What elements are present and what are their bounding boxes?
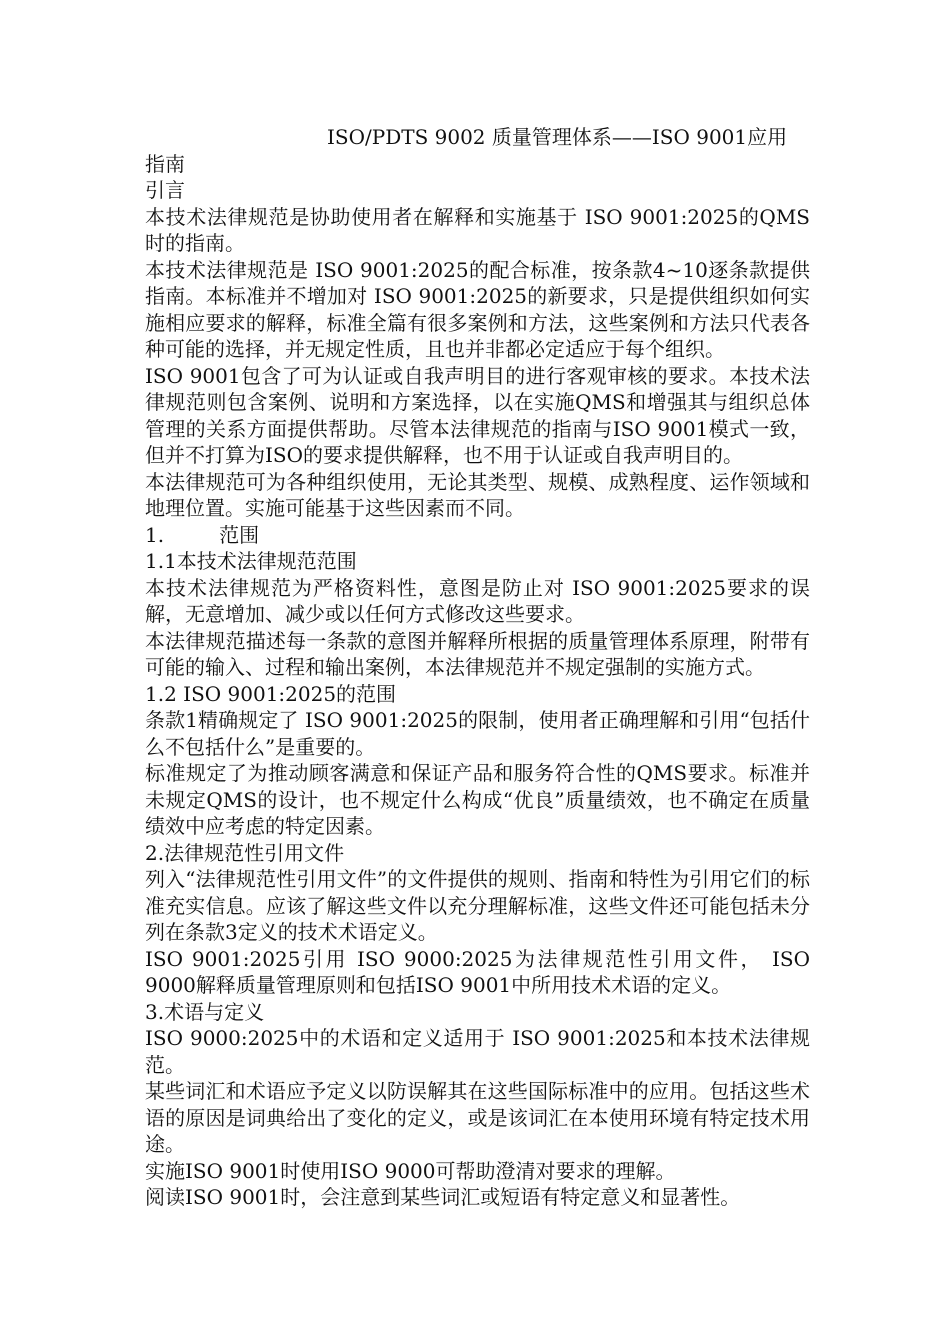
section-1-2-heading: 1.2 ISO 9001:2025的范围 <box>145 681 397 706</box>
intro-paragraph: ISO 9001包含了可为认证或自我声明目的进行客观审核的要求。本技术法律规范则包含案例、说明和方案选择，以在实施QMS和增强其与组织总体管理的关系方面提供帮助。尽管本法律规范的指南与ISO 9001模式一致，但并不打算为ISO的要求提供解释，也不用于认证或自我声明目的。 <box>145 363 810 467</box>
section-2-paragraph: 列入“法律规范性引用文件”的文件提供的规则、指南和特性为引用它们的标准充实信息。应该了解这些文件以充分理解标准，这些文件还可能包括未分列在条款3定义的技术术语定义。 <box>145 867 810 944</box>
section-3-paragraph: ISO 9000:2025中的术语和定义适用于 ISO 9001:2025和本技术法律规范。 <box>145 1026 810 1077</box>
section-1-number: 1. <box>145 522 165 547</box>
intro-paragraph: 本技术法律规范是协助使用者在解释和实施基于 ISO 9001:2025的QMS时的指南。 <box>145 204 810 255</box>
section-1-1-heading: 1.1本技术法律规范范围 <box>145 549 357 573</box>
section-3-heading: 3.术语与定义 <box>145 999 265 1024</box>
document-page <box>145 124 810 1211</box>
intro-paragraph: 本技术法律规范是 ISO 9001:2025的配合标准，按条款4~10逐条款提供指南。本标准并不增加对 ISO 9001:2025的新要求，只是提供组织如何实施相应要求的解释，标准全篇有很多案例和方法，这些案例和方法只代表各种可能的选择，并无规定性质，且也并非都必定适应于每个组织。 <box>145 257 810 361</box>
section-1-2-paragraph: 条款1精确规定了 ISO 9001:2025的限制，使用者正确理解和引用“包括什么不包括什么”是重要的。 <box>145 708 810 759</box>
section-2-paragraph: ISO 9001:2025引用 ISO 9000:2025为法律规范性引用文件， ISO 9000解释质量管理原则和包括ISO 9001中所用技术术语的定义。 <box>145 946 810 997</box>
section-1-1-paragraph: 本法律规范描述每一条款的意图并解释所根据的质量管理体系原理，附带有可能的输入、过程和输出案例，本法律规范并不规定强制的实施方式。 <box>145 628 810 679</box>
section-3-paragraph: 实施ISO 9001时使用ISO 9000可帮助澄清对要求的理解。 <box>145 1158 676 1183</box>
section-3-paragraph: 阅读ISO 9001时，会注意到某些词汇或短语有特定意义和显著性。 <box>145 1185 741 1209</box>
intro-paragraph: 本法律规范可为各种组织使用，无论其类型、规模、成熟程度、运作领域和地理位置。实施可能基于这些因素而不同。 <box>145 469 810 520</box>
section-2-heading: 2.法律规范性引用文件 <box>145 840 345 865</box>
intro-heading: 引言 <box>145 178 185 202</box>
document-title: ISO/PDTS 9002 质量管理体系——ISO 9001应用 <box>327 125 788 149</box>
section-1-2-paragraph: 标准规定了为推动顾客满意和保证产品和服务符合性的QMS要求。标准并未规定QMS的设计，也不规定什么构成“优良”质量绩效，也不确定在质量绩效中应考虑的特定因素。 <box>145 761 810 838</box>
section-1-heading <box>145 522 810 549</box>
document-title-continued: 指南 <box>145 151 185 176</box>
section-3-paragraph: 某些词汇和术语应予定义以防误解其在这些国际标准中的应用。包括这些术语的原因是词典给出了变化的定义，或是该词汇在本使用环境有特定技术用途。 <box>145 1079 810 1156</box>
section-1-1-paragraph: 本技术法律规范为严格资料性，意图是防止对 ISO 9001:2025要求的误解，无意增加、减少或以任何方式修改这些要求。 <box>145 575 810 626</box>
section-1-title: 范围 <box>219 522 260 547</box>
